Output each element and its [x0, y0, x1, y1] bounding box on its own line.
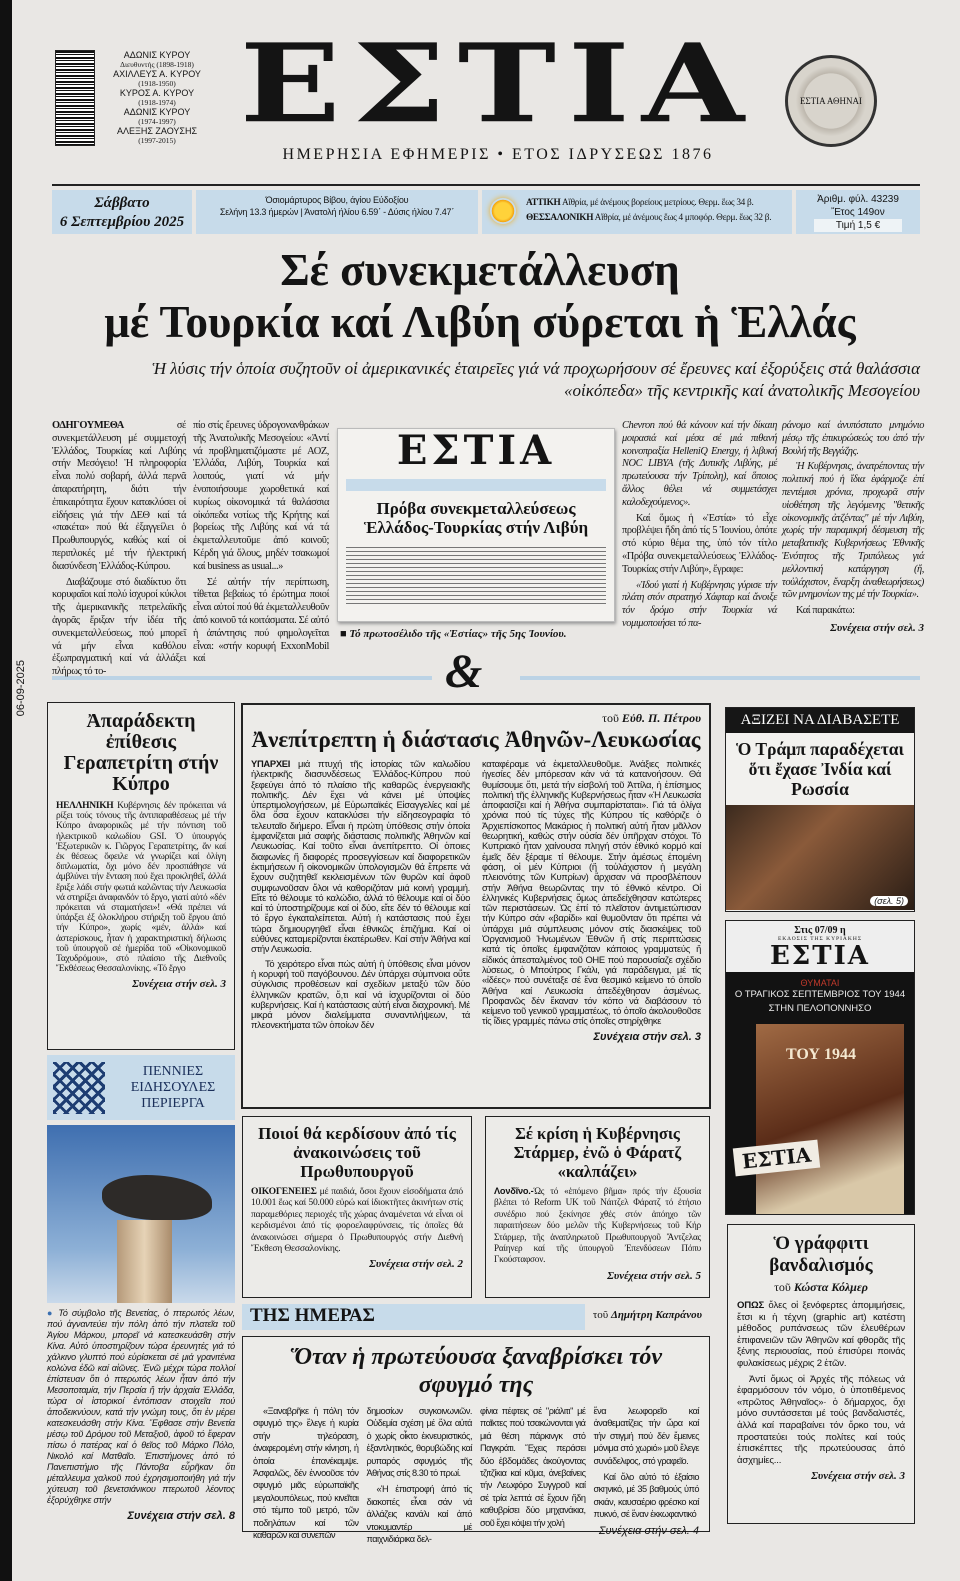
issue-year: Ἔτος 149ον — [831, 207, 885, 218]
winged-lion-photo — [47, 1125, 235, 1303]
founder-name: ΑΔΩΝΙΣ ΚΥΡΟΥ — [123, 50, 191, 60]
continued-link[interactable]: Συνέχεια στήν σελ. 5 — [607, 1269, 701, 1282]
section-label: ΤΗΣ ΗΜΕΡΑΣ — [250, 1305, 375, 1326]
seal-text: ΕΣΤΙΑ ΑΘΗΝΑΙ — [799, 96, 863, 106]
divider — [52, 184, 920, 186]
byline: Κώστα Κόλμερ — [793, 1280, 868, 1294]
lead-headline[interactable]: Σέ συνεκμετάλλευση μέ Τουρκία καί Λιβύη σύρεται ἡ Ἑλλάς — [104, 245, 856, 347]
trump-photo: (σελ. 5) — [726, 805, 914, 910]
article-day-column[interactable]: Ὅταν ἡ πρωτεύουσα ξαναβρίσκει τόν σφυγμό της «Ξαναβρῆκε ἡ πόλη τόν σφυγμό της» ἔλεγε ἡ κυρία στήν τηλεόραση, ἀναφερομένη στήν κίνηση, ἡ ὁποία ἐπανέκαμψε. Ἀσφαλῶς, δέν ἐννοοῦσε τόν σφυγμό μιᾶς εὐρωπαϊκῆς μεγαλουπόλεως, πού κινεῖται στό τέμπο τοῦ μετρό, τῶν ποδηλάτων καί τῶν καθαρῶν καί συνεπῶν δημοσίων συγκοινωνιῶν. Οὐδεμία σχέση μέ ὅλα αὐτά ὁ χωρίς οἶκτο ἐκνευριστικός, ἐξαντλητικός, θορυβώδης καί ρυπαρός σφυγμός τῆς Ἀθήνας στίς 8.30 τό πρωί. «Ἡ ἐπιστροφή ἀπό τίς διακοπές εἶναι σάν νά ἀλλάζεις κανάλι καί ἀπό ντοκυμαντέρ μέ παιχνιδιάρικα δελ- φίνια πέφτεις σέ "ριάλιτι" μέ παῖκτες πού τσακώνονται γιά μιά θέση πάρκινγκ στό Παγκράτι. Ἔχεις περάσει δύο ἑβδομάδες ἀκούγοντας τζιτζίκια καί κῦμα, ἀνεβαίνεις τήν Λεωφόρο Συγγροῦ καί σέ τρία λεπτά σέ ἔχουν ἤδη καθυβρίσει δύο μηχανάκια, σοῦ ἔχει κόψει τήν χολή ἕνα λεωφορεῖο καί ἀναθεματίζεις τήν ὥρα καί τήν στιγμή πού δέν ἔμεινες μόνιμα στό χωριό» μοῦ ἔλεγε συνάδελφος, στό γραφεῖο. Καί ὅλο αὐτό τό ἐξαίσιο σκηνικό, μέ 35 βαθμούς ὑπό σκιάν, καυσαέριο φρέσκο καί πυκνό, σέ ἕναν ἐκκωφαντικό Συνέχεια στήν σελ. 4 — [242, 1336, 710, 1532]
image-caption: ■ Τό πρωτοσέλιδο τῆς «Ἑστίας» τῆς 5ης Ἰουνίου. — [340, 628, 567, 640]
ornament-icon — [53, 1062, 105, 1114]
founder-years: (1974-1997) — [138, 117, 176, 126]
founder-years: Διευθυντής (1898-1918) — [120, 60, 194, 69]
weather-box: ΑΤΤΙΚΗ Αἴθρία, μέ ἀνέμους βορείους μετρίους. Θερμ. ἕως 34 β. ΘΕΣΣΑΛΟΝΙΚΗ Αἴθρία, μέ ἀνέμους ἕως 4 μποφόρ. Θερμ. ἕως 32 β. — [482, 190, 792, 234]
lead-column-3: Chevron πού θά κάνουν καί τήν δίκαιη μοιρασιά καί μέσα σέ μιά πιθανή κοινοπραξία HelleniQ Energy, ἡ λιβυκή NOC LIBYA (τῆς Δυτικῆς Λιβύης, μέ πρωτεύουσα τήν Τρίπολη), καί ὅποιος ἄλλος θέλει νά συμμετάσχει καλοδεχούμενος». Καί ὅμως ἡ «Ἑστία» τό εἶχε προβλέψει ἤδη ἀπό τίς 5 Ἰουνίου, ὁπότε στό κύριο θέμα της, ὑπό τόν τίτλο «Πρόβα συνεκμεταλλεύσεως Ἑλλάδος-Τουρκίας στήν Λιβύη», ἔγραφε: «Ἰδού γιατί ἡ Κυβέρνησις γύρισε τήν πλάτη στόν στρατηγό Χάφταρ καί ἄνοιξε τόν δρόμο στήν Τουρκία νά νομιμοποιήσει τό πα- — [622, 420, 777, 629]
lion-caption: ● Τό σύμβολο τῆς Βενετίας, ὁ πτερωτός λέων, πού ἀγναντεύει τήν πόλη ἀπό τήν πλατεῖα τοῦ Ἁγίου Μάρκου, μπορεῖ νά κατεσκευάσθη στήν Κίνα. Αὐτό ὑποστηρίζουν τώρα ἐρευνητές γιά τό χάλκινο γλυπτό πού εὑρίσκεται σέ μιά γρανιτένια κολώνα ἐδῶ καί αἰῶνες. Ἐνῶ μέχρι τώρα πολλοί ἐπίστευαν ὅτι ὁ πτερωτός λέων ἦταν ἀπό τήν Μεσοποταμία, τήν Περσία ἤ τήν ἀρχαία Ἑλλάδα, τώρα οἱ ἱστορικοί ἐντόπισαν στοιχεῖα πού ἀποδεικνύουν, κατά τήν γνώμη τους, ὅτι ἐν μέρει κατεσκευάσθη στήν Κίνα. Ἔφθασε στήν Βενετία μέσῳ τοῦ Δρόμου τοῦ Μεταξιοῦ, ἀφοῦ τό ἔφεραν πίσω ὁ πατέρας καί ὁ θεῖος τοῦ Μάρκο Πόλο, Νικολό καί Ματθαῖο. Ἐπιστήμονες ἀπό τό Πανεπιστήμιο τῆς Πάντοβα εὗρῆκαν ὅτι μέταλλευμα χαλκοῦ πού ἐχρησιμοποιήθη γιά τήν χύτευση τοῦ βενετσιάνικου πτερωτοῦ λέοντος ἐξορύχθηκε στήν Συνέχεια στήν σελ. 8 — [47, 1308, 235, 1522]
founder-name: ΚΥΡΟΣ Α. ΚΥΡΟΥ — [119, 88, 195, 98]
article-athens-nicosia[interactable]: τοῦ Εὐθ. Π. Πέτρου Ἀνεπίτρεπτη ἡ διάστασις Ἀθηνῶν-Λευκωσίας ΥΠΑΡΧΕΙ μιά πτυχή τῆς ἱστορίας τῶν καλωδίου ἠλεκτρικῆς διασυνδέσεως Ἑλλάδος-Κύπρου πού ξεφεύγει ἀπό τό πλαίσιο τῆς καθαρῶς ἐνεργειακῆς πολιτικῆς. Δέν ἔχει νά κάνει μέ ὑποψίες ὑπερτιμολογήσεων, μέ Εὐρωπαϊκές Εἰσαγγελίες καί μέ ὅλα ὅσα ἔχουν κατακλύσει τήν εἰδησεογραφία τό τελευταῖο διήμερο. Εἶναι ἡ πρώτη ὑπόθεσις στήν ὁποία ἐμφανίζεται μιά σαφής διάστασις πολιτικῆς Ἀθηνῶν καί Λευκωσίας. Καί τοῦτο εἶναι ἀνεπίτρεπτο. Οἱ ὁποιες διαφωνίες ἤ διαφορές προσεγγίσεων καί διαφορετικῶν ἐκτιμήσεων ἤ οἰκονομικῶν ὑπολογισμῶν θά ἔπρεπε νά ἔχουν συζητηθεῖ κεκλεισμένων τῶν θυρῶν καί ἀφοῦ συμφωνοῦσαν ὅλοι νά καθοριζόταν μιά κοινή γραμμή. Εἴτε τό θέλουμε τό καλώδιο, ἀλλά τό θέλουμε καί οἱ δύο καί τό ὑποστηρίζουμε καί οἱ δύο, εἴτε δέν τό θέλουμε καί τό ἔργο ἐγκαταλείπεται. Αὐτή ἡ κατάστασις πού ἔχει τώρα δημιουργηθεῖ εἶναι ἐθνικῶς ἐπιζήμια. Καί οἱ εὐθύνες καταμερίζονται ἑκατέρωθεν. Καί στήν Ἀθήνα καί στήν Λευκωσία. Τό χειρότερο εἶναι πώς αὐτή ἡ ὑπόθεσις εἶναι μόνον ἡ κορυφή τοῦ παγόβουνου. Δέν ὑπάρχει σύμπνοια οὔτε σύγκλισις προθέσεων καί σχεδίων μεταξύ τῶν δύο ἑλληνικῶν κρατῶν, ὅ,τι καί νά ἰσχυρίζονται οἱ δύο κυβερνήσεις. Καί ἡ κατάστασις αὐτή εἶναι διαχρονική. Μέ μικρά μόνον διαλείμματα συναντιλήψεων, τά πλεονεκτήματα τῶν ὁποίων δέν καταφέραμε νά ἐκμεταλλευθοῦμε. Ἀνάξιες πολιτικές ἡγεσίες δέν μπόρεσαν κάν νά τά κατανοήσουν. Θά θυμίσουμε ὅτι, μετά τήν εἰσβολή τοῦ Ἀττίλα, ἡ ἐπίσημος πολιτική τῆς ἑλληνικῆς Κυβερνήσεως ἦταν «Ἡ Λευκωσία ἀποφασίζει καί ἡ Ἀθήνα συμπαρίσταται». Γιά τά ὀλίγα χρόνια πού τίς τύχες τῆς Κύπρου τίς καθόριζε ὁ Ἀρχιεπίσκοπος Μακάριος ἡ πολιτική αὐτή ἦταν μᾶλλον θεωρητική, καθώς στήν οὐσία δέν ὑπῆρχαν στόχοι. Τό Κυπριακό ἦταν χαίνουσα πληγή στόν ἐθνικό κορμό καί ἐμεῖς δέν ξέραμε τί θέλουμε. Στήν ἀμέσως ἑπομένη φάση, οἱ μέν Κύπριοι (ἤ τοὐλάχιστον ἡ μεγάλη πλειονότης τῶν Κυπρίων) ἄρχισαν νά προσβλέπουν στήν Ἀθήνα θεωρῶντας την τό ἐθνικό κέντρο. Οἱ ἑλληνικές Κυβερνήσεις ὅμως ἀπεδείχθησαν κατώτερες τῶν περιστάσεων. Ὡς ἐπί τό πλεῖστον ἀντιμετώπισαν τήν Κύπρο σάν «βαρίδι» καί θυμοῦνταν ὅτι πρέπει νά ὑπάρχει μιά σύμπλευσις μόνον στίς διασκέψεις τοῦ Ὀργανισμοῦ Ἡνωμένων Ἐθνῶν ἤ στίς περιπτώσεις κατά τίς ὁποῖες ἐμφανιζόταν κάποιος γραμματεύς ἤ εἰδικός ἀπεσταλμένος τοῦ ΟΗΕ πού παρουσίαζε σχέδιο λύσεως, ὁ Μπούτρος Γκάλι, γιά παράδειγμα, μέ τίς «ἰδέες» πού συνέταξε σέ ἕνα θεσμικό κείμενο τό ὁποῖο Ἀθήνα καί Λευκωσία ἀπεδέχθησαν ἀσμένως. Προφανῶς δέν ἔκαναν τόν κόπο νά διαβάσουν τό κείμενο τοῦ γενικοῦ γραμματέως, τό ὁποῖο ἀκολουθοῦσε τίς ἴδιες γραμμές πάνω στίς ὁποῖες στηρίχθηκε Συνέχεια στήν σελ. 3 — [241, 703, 711, 1109]
founder-name: ΑΧΙΛΛΕΥΣ Α. ΚΥΡΟΥ — [113, 69, 201, 79]
ampersand-ornament: & — [445, 645, 483, 698]
issue-number: Ἀριθμ. φύλ. 43239 — [817, 194, 899, 205]
lead-column-1: ΟΔΗΓΟΥΜΕΘΑ σέ συνεκμετάλλευση μέ συμμετοχή Ἑλλάδος, Τουρκίας καί Λιβύης στήν Μεσόγειο! Ἡ πληροφορία εἶναι πολύ σοβαρή, ἀλλά περνᾶ ἀπαρατήρητη, διότι τήν ἐπικαιρότητα ἔχουν κατακλύσει οἱ εἰδήσεις γιά τήν ΔΕΘ καί τά «πακέτα» πού θά ἐξαγγείλει ὁ Πρωθυπουργός, καθώς καί οἱ περιπλοκές μέ τήν ἠλεκτρική διασύνδεση Ἑλλάδος-Κύπρου. Διαβάζουμε στό διαδίκτυο ὅτι κορυφαῖοι καί πολύ ἰσχυροί κύκλοι τῆς ἀμερικανικῆς πετρελαϊκῆς ἀγορᾶς ἔριξαν τήν ἰδέα τῆς συνεκμεταλλεύσεως, πού μπορεῖ νά μήν εἶναι καθόλου ἐξωπραγματική καί νά ἀλλάξει πλήρως τό το- — [52, 420, 186, 678]
day-column-banner: ΤΗΣ ΗΜΕΡΑΣ τοῦ Δημήτρη Καπράνου — [242, 1304, 710, 1330]
continued-link[interactable]: Συνέχεια στήν σελ. 8 — [127, 1510, 235, 1522]
continued-link[interactable]: Συνέχεια στήν σελ. 4 — [598, 1524, 699, 1537]
lead-column-4: ράνομο καί ἀνυπόστατο μνημόνιο μέσῳ τῆς ἐπικυρώσεώς του ἀπό τήν Βουλή τῆς Βεγγάζης. Ἡ Κυβέρνησις, ἀνατρέποντας τήν πολιτική πού ἡ ἴδια ἐφάρμοζε ἐπί πεντέμισι χρόνια, προχωρᾶ στήν υἱοθέτηση τῆς λεγόμενης "θετικῆς οἰκονομικῆς ἀτζέντας" μέ τήν Λιβύη, χωρίς τήν παραμικρή δέσμευση τῆς μεταβατικῆς Κυβερνήσεως Ἐθνικῆς Ἑνότητος τῆς Τριπόλεως γιά μελλοντική κατάργηση (ἤ, τοὐλάχιστον, ἔναρξη ἀναθεωρήσεως) τῶν μνημονίων της μέ τήν Τουρκία». Καί παρακάτω: Συνέχεια στήν σελ. 3 — [782, 420, 924, 634]
sun-moon-info: Σελήνη 13.3 ήμερών | Άνατολή ήλίου 6.59΄ - Δύσις ήλίου 7.47΄ — [219, 207, 455, 217]
previous-front-page-image[interactable]: ΕΣΤΙΑ Πρόβα συνεκμεταλλεύσεως Ἑλλάδος-Τουρκίας στήν Λιβύη — [337, 428, 615, 622]
continued-link[interactable]: Συνέχεια στήν σελ. 3 — [593, 1030, 701, 1043]
founder-years: (1997-2015) — [138, 136, 176, 145]
masthead-tagline: ΗΜΕΡΗΣΙΑ ΕΦΗΜΕΡΙΣ • ΕΤΟΣ ΙΔΡΥΣΕΩΣ 1876 — [282, 146, 714, 163]
weekday: Σάββατο — [94, 195, 150, 211]
article-graffiti[interactable]: Ὁ γράφφιτι βανδαλισμός τοῦ Κώστα Κόλμερ ΟΠΩΣ ὅλες οἱ ξενόφερτες ἀπομιμήσεις, ἔτσι κι ἡ τέχνη (graphic art) κατέστη μέθοδος ρυπάνσεως τῶν ἐλευθέρων ἐπιφανειῶν τῶν Ἀθηνῶν καί φθορᾶς τῆς ξένης περιουσίας, πού ἐπισύρει ποινάς φυλακίσεως μέχρις 2 ἐτῶν. Ἀντί ὅμως οἱ Ἀρχές τῆς πόλεως νά ἐφαρμόσουν τόν νόμο, ὁ ὑποτιθέμενος «πρῶτος Ἀθηναῖος»· ὁ δήμαρχος, ὄχι μόνο συντάσσεται μέ τούς βανδαλιστές, ἀλλά καί παραβαίνει τόν ὅρκο του, νά προστατεύει τούς πολίτες καί τούς ἐπισκέπτες τῆς πρωτεύουσας ἀπό ἀσχημίες... Συνέχεια στήν σελ. 3 — [727, 1224, 915, 1524]
founder-name: ΑΛΕΞΗΣ ΖΑΟΥΣΗΣ — [116, 126, 198, 136]
price: Τιμή 1,5 € — [814, 219, 902, 232]
barcode — [55, 50, 95, 146]
lead-column-2: πίο στίς ἔρευνες ὑδρογονανθράκων τῆς Ἀνατολικῆς Μεσογείου: «Ἀντί νά προβληματιζόμαστε μέ ΑΟΖ, Ἑλλάδα, Λιβύη, Τουρκία καί λοιπούς, γιατί νά μήν ἑνοποιήσουμε χωροθετικά καί κυρίως οἰκονομικά τά θαλάσσια οἰκόπεδα νοτίως τῆς Κρήτης καί βορείως τῆς Λιβύης καί νά τά ἐκμεταλλευτοῦμε ἀπό κοινοῦ; Κέρδη γιά ὅλους, μηδέν τσακωμοί καί business as usual...» Σέ αὐτήν τήν περίπτωση, τίθεται βεβαίως τό ἐρώτημα ποιοί εἶναι αὐτοί πού θά ἐκμεταλλευθοῦν ἀπό κοινοῦ τά κοιτάσματα. Σέ αὐτό ἡ ἀπάντησις πού φημολογεῖται εἶναι: «στήν κορυφή ExxonMobil καί — [193, 420, 329, 665]
seal-logo — [785, 55, 877, 147]
byline: Δημήτρη Καπράνου — [610, 1309, 702, 1321]
continued-link[interactable]: Συνέχεια στήν σελ. 2 — [369, 1258, 463, 1271]
founder-years: (1918-1950) — [138, 79, 176, 88]
founder-name: ΑΔΩΝΙΣ ΚΥΡΟΥ — [123, 107, 191, 117]
article-pm-announcements[interactable]: Ποιοί θά κερδίσουν ἀπό τίς ἀνακοινώσεις τοῦ Πρωθυπουργοῦ ΟΙΚΟΓΕΝΕΙΕΣ μέ παιδιά, ὅσοι ἔχουν εἰσοδήματα ἀπό 10.001 ἕως καί 50.000 εὐρώ καί ἰδιοκτῆτες ἀκινήτων στίς παραμεθόριες περιοχές τῆς χώρας ἀναμένεται νά εἶναι οἱ κερδισμένοι ἀπό τίς φοροελαφρύνσεις, τίς ὁποῖες θά ἀνακοινώσει σήμερα ὁ Πρωθυπουργός στήν Διεθνή Ἔκθεση Θεσσαλονίκης. Συνέχεια στήν σελ. 2 — [242, 1116, 472, 1298]
byline: Εὐθ. Π. Πέτρου — [621, 711, 701, 725]
continued-link[interactable]: Συνέχεια στήν σελ. 3 — [132, 978, 226, 991]
pennies-banner: ΠΕΝΝΙΕΣ ΕΙΔΗΣΟΥΛΕΣ ΠΕΡΙΕΡΓΑ — [47, 1055, 235, 1120]
calendar-box — [196, 190, 478, 234]
ornament-rule — [520, 676, 920, 680]
continued-link[interactable]: Συνέχεια στήν σελ. 3 — [830, 621, 924, 634]
founder-years: (1918-1974) — [138, 98, 176, 107]
lead-subheadline: Ἡ λύσις τήν ὁποία συζητοῦν οἱ ἀμερικανικές ἑταιρεῖες γιά νά προχωρήσουν σέ ἔρευνες καί ἐξορύξεις στά θαλάσσια «οἰκόπεδα» τῆς κεντρικῆς καί ἀνατολικῆς Μεσογείου — [152, 359, 920, 400]
article-cyprus[interactable]: Ἀπαράδεκτη ἐπίθεσις Γεραπετρίτη στήν Κύπρο ΗΕΛΛΗΝΙΚΗ Κυβέρνησις δέν πρόκειται νά ρίξει τούς τόνους τῆς ἀντιπαραθέσεως μέ τήν Κύπρο ἀναφορικῶς μέ τήν πόντιση τοῦ ἠλεκτρικοῦ καλωδίου GSI. Ὁ ὑπουργός Ἐξωτερικῶν κ. Γιῶργος Γεραπετρίτης, ἄν καί ἐκ θέσεως ὄφειλε νά γνωρίζει καί ὀλίγη διπλωματία, ὄχι μόνο δέν προσπάθησε νά ἀμβλύνει τήν ἔνταση πού ἔχει προκληθεῖ, ἀλλά ἔριξε λάδι στήν φωτιά καλῶντας τήν Λευκωσία νά στηρίξει ἀναφανδόν τό ἔργο, γιατί αὐτό «δέν πρόκειται νά σταματήσει»! «Θά πρέπει νά ὑπάρξει ἐξ ὁλοκλήρου στήριξη τοῦ ἔργου ἀπό τήν Κύπρο», χωρίς «μέν, ἀλλά» καί ἀστερίσκους, ἦταν ἡ χαρακτηριστική δήλωσις τοῦ ὑπουργοῦ σέ ἡμερίδα τοῦ «Οἰκονομικοῦ Ταχυδρόμου», στό πλαίσιο τῆς Διεθνοῦς Ἔκθέσεως Θεσσαλονίκης. «Τό ἔργο Συνέχεια στήν σελ. 3 — [47, 702, 235, 1050]
edge-date: 06-09-2025 — [15, 660, 27, 717]
issue-date: 6 Σεπτεμβρίου 2025 — [59, 214, 185, 230]
continued-link[interactable]: Συνέχεια στήν σελ. 3 — [811, 1470, 905, 1483]
must-read-box[interactable]: ΑΞΙΖΕΙ ΝΑ ΔΙΑΒΑΣΕΤΕ Ὁ Τράμπ παραδέχεται ὅτι ἔχασε Ἰνδία καί Ρωσσία (σελ. 5) — [725, 707, 915, 912]
masthead-title: ΕΣΤΙΑ — [239, 20, 757, 148]
sun-icon — [490, 198, 516, 224]
saints-of-day: Όσιομάρτυρος Βίβου, άγίου Εύδοξίου — [265, 195, 409, 205]
issue-info — [796, 190, 920, 234]
sunday-edition-ad[interactable]: Στις 07/09 η ΕΚΔΟΣΙΣ ΤΗΣ ΚΥΡΙΑΚΗΣ ΕΣΤΙΑ ΘΥΜΑΤΑΙ Ο ΤΡΑΓΙΚΟΣ ΣΕΠΤΕΜΒΡΙΟΣ ΤΟΥ 1944 ΣΤΗΝ ΠΕΛΟΠΟΝΝΗΣΟ ΤΟΥ 1944 ΕΣΤΙΑ — [725, 920, 915, 1215]
date-box — [52, 190, 192, 234]
page-edge — [0, 0, 12, 1581]
founders-credits — [55, 50, 213, 148]
article-starmer[interactable]: Σέ κρίση ἡ Κυβέρνησις Στάρμερ, ἐνῶ ὁ Φάρατζ «καλπάζει» Λονδῖνο.-Ὡς τό «ἑπόμενο βῆμα» πρός τήν ἐξουσία βλέπει τό Reform UK τοῦ Νάιτζελ Φάρατζ τό ἐτήσιο συνέδριο πού ξεκίνησε χθές στόν ἀπόηχο τῶν παραιτήσεων δύο μελῶν τῆς Κυβερνήσεως τοῦ Κήρ Στάρμερ, τῆς ἀναπληρωτοῦ Πρωθυπουργοῦ Ἄντζελας Ραίηνερ καί τῆς ὑπουργοῦ Ἐπενδύσεων Πόπυ Γκούσταφσον. Συνέχεια στήν σελ. 5 — [485, 1116, 710, 1298]
